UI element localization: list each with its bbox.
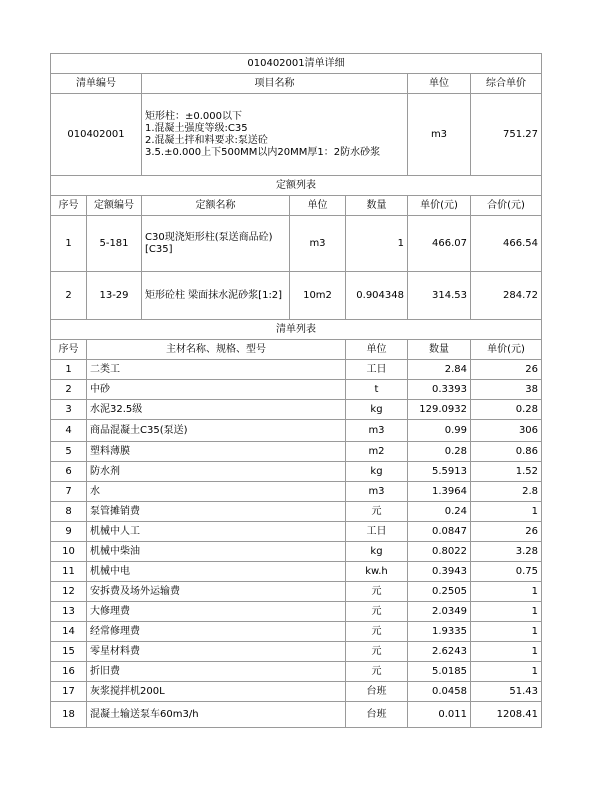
material-seq: 17 — [51, 682, 87, 702]
material-name: 经常修理费 — [87, 622, 346, 642]
material-unit: m3 — [346, 420, 408, 442]
material-unit-price: 306 — [471, 420, 542, 442]
item-desc-line: 1.混凝土强度等级:C35 — [145, 122, 248, 134]
materials-col-header: 单价(元) — [471, 340, 542, 360]
item-desc-line: 2.混凝土拌和料要求:泵送砼 — [145, 134, 268, 146]
material-unit-price: 3.28 — [471, 542, 542, 562]
material-row — [51, 682, 542, 702]
bill-detail-table — [50, 53, 542, 728]
material-row — [51, 502, 542, 522]
material-name: 商品混凝土C35(泵送) — [87, 420, 346, 442]
material-qty: 1.3964 — [408, 482, 471, 502]
quota-code: 13-29 — [87, 272, 142, 320]
material-qty: 0.8022 — [408, 542, 471, 562]
quota-qty: 0.904348 — [346, 272, 408, 320]
materials-col-header: 序号 — [51, 340, 87, 360]
material-row — [51, 380, 542, 400]
material-unit: 元 — [346, 642, 408, 662]
quota-seq: 2 — [51, 272, 87, 320]
quota-qty: 1 — [346, 216, 408, 272]
material-unit: kg — [346, 542, 408, 562]
material-unit: 工日 — [346, 360, 408, 380]
material-unit: kg — [346, 400, 408, 420]
material-seq: 8 — [51, 502, 87, 522]
material-unit-price: 1 — [471, 582, 542, 602]
material-name: 中砂 — [87, 380, 346, 400]
material-row — [51, 602, 542, 622]
material-row — [51, 482, 542, 502]
quota-unit-price: 466.07 — [408, 216, 471, 272]
material-row — [51, 522, 542, 542]
material-row — [51, 662, 542, 682]
material-unit: m2 — [346, 442, 408, 462]
material-name: 机械中人工 — [87, 522, 346, 542]
quota-col-header: 定额名称 — [142, 196, 290, 216]
quota-unit: 10m2 — [290, 272, 346, 320]
quota-col-header: 单价(元) — [408, 196, 471, 216]
material-row — [51, 562, 542, 582]
material-seq: 16 — [51, 662, 87, 682]
quota-section-title: 定额列表 — [51, 176, 542, 196]
material-unit-price: 38 — [471, 380, 542, 400]
material-qty: 0.3393 — [408, 380, 471, 400]
material-seq: 5 — [51, 442, 87, 462]
quota-header-row — [51, 196, 542, 216]
name-header: 项目名称 — [142, 74, 408, 94]
material-name: 二类工 — [87, 360, 346, 380]
material-seq: 7 — [51, 482, 87, 502]
material-unit-price: 1 — [471, 502, 542, 522]
item-desc-line: 矩形柱：±0.000以下 — [145, 110, 243, 122]
materials-section-title: 清单列表 — [51, 320, 542, 340]
material-unit: 元 — [346, 582, 408, 602]
material-unit-price: 1 — [471, 662, 542, 682]
material-name: 水泥32.5级 — [87, 400, 346, 420]
material-unit-price: 2.8 — [471, 482, 542, 502]
quota-row — [51, 216, 542, 272]
material-unit-price: 1.52 — [471, 462, 542, 482]
material-unit: 台班 — [346, 682, 408, 702]
material-seq: 9 — [51, 522, 87, 542]
material-unit-price: 0.28 — [471, 400, 542, 420]
quota-total: 466.54 — [471, 216, 542, 272]
material-row — [51, 642, 542, 662]
material-seq: 12 — [51, 582, 87, 602]
material-name: 机械中电 — [87, 562, 346, 582]
material-unit-price: 1 — [471, 602, 542, 622]
item-code: 010402001 — [51, 94, 142, 176]
material-unit: t — [346, 380, 408, 400]
material-name: 混凝土输送泵车60m3/h — [87, 702, 346, 728]
quota-name: C30现浇矩形柱(泵送商品砼)[C35] — [142, 216, 290, 272]
material-seq: 13 — [51, 602, 87, 622]
materials-col-header: 数量 — [408, 340, 471, 360]
material-seq: 1 — [51, 360, 87, 380]
material-unit: m3 — [346, 482, 408, 502]
materials-col-header: 主材名称、规格、型号 — [87, 340, 346, 360]
material-name: 灰浆搅拌机200L — [87, 682, 346, 702]
material-qty: 0.2505 — [408, 582, 471, 602]
material-name: 泵管摊销费 — [87, 502, 346, 522]
material-seq: 2 — [51, 380, 87, 400]
materials-section-row — [51, 320, 542, 340]
material-row — [51, 360, 542, 380]
item-price: 751.27 — [471, 94, 542, 176]
materials-col-header: 单位 — [346, 340, 408, 360]
material-seq: 6 — [51, 462, 87, 482]
quota-unit-price: 314.53 — [408, 272, 471, 320]
material-unit-price: 1 — [471, 622, 542, 642]
material-qty: 0.24 — [408, 502, 471, 522]
material-qty: 0.99 — [408, 420, 471, 442]
material-row — [51, 582, 542, 602]
materials-header-row — [51, 340, 542, 360]
material-row — [51, 442, 542, 462]
material-seq: 18 — [51, 702, 87, 728]
material-unit: 元 — [346, 662, 408, 682]
material-qty: 2.6243 — [408, 642, 471, 662]
quota-col-header: 序号 — [51, 196, 87, 216]
material-qty: 2.0349 — [408, 602, 471, 622]
material-qty: 2.84 — [408, 360, 471, 380]
material-row — [51, 462, 542, 482]
item-unit: m3 — [408, 94, 471, 176]
material-qty: 1.9335 — [408, 622, 471, 642]
material-name: 机械中柴油 — [87, 542, 346, 562]
material-row — [51, 400, 542, 420]
quota-row — [51, 272, 542, 320]
quota-unit: m3 — [290, 216, 346, 272]
material-seq: 4 — [51, 420, 87, 442]
quota-seq: 1 — [51, 216, 87, 272]
material-unit-price: 0.75 — [471, 562, 542, 582]
material-qty: 5.0185 — [408, 662, 471, 682]
material-name: 防水剂 — [87, 462, 346, 482]
material-qty: 0.0458 — [408, 682, 471, 702]
material-unit-price: 26 — [471, 522, 542, 542]
material-name: 水 — [87, 482, 346, 502]
price-header: 综合单价 — [471, 74, 542, 94]
material-unit: 元 — [346, 602, 408, 622]
quota-section-row — [51, 176, 542, 196]
material-unit: 元 — [346, 502, 408, 522]
quota-name: 矩形砼柱 梁面抹水泥砂浆[1:2] — [142, 272, 290, 320]
material-name: 零星材料费 — [87, 642, 346, 662]
material-qty: 5.5913 — [408, 462, 471, 482]
material-row — [51, 542, 542, 562]
material-row — [51, 622, 542, 642]
item-desc-line: 3.5.±0.000上下500MM以内20MM厚1：2防水砂浆 — [145, 146, 381, 158]
quota-col-header: 数量 — [346, 196, 408, 216]
item-row — [51, 94, 542, 176]
quota-col-header: 定额编号 — [87, 196, 142, 216]
material-unit: kw.h — [346, 562, 408, 582]
material-seq: 10 — [51, 542, 87, 562]
code-header: 清单编号 — [51, 74, 142, 94]
material-seq: 11 — [51, 562, 87, 582]
title-row — [51, 54, 542, 74]
material-unit-price: 51.43 — [471, 682, 542, 702]
material-unit: 元 — [346, 622, 408, 642]
item-description — [142, 94, 408, 176]
material-row — [51, 420, 542, 442]
item-header-row — [51, 74, 542, 94]
quota-total: 284.72 — [471, 272, 542, 320]
material-seq: 15 — [51, 642, 87, 662]
material-unit: 台班 — [346, 702, 408, 728]
quota-code: 5-181 — [87, 216, 142, 272]
material-name: 安拆费及场外运输费 — [87, 582, 346, 602]
material-row — [51, 702, 542, 728]
material-seq: 3 — [51, 400, 87, 420]
material-unit-price: 26 — [471, 360, 542, 380]
material-qty: 0.011 — [408, 702, 471, 728]
material-name: 折旧费 — [87, 662, 346, 682]
material-unit: kg — [346, 462, 408, 482]
material-qty: 0.28 — [408, 442, 471, 462]
material-name: 大修理费 — [87, 602, 346, 622]
material-seq: 14 — [51, 622, 87, 642]
quota-col-header: 合价(元) — [471, 196, 542, 216]
material-unit: 工日 — [346, 522, 408, 542]
unit-header: 单位 — [408, 74, 471, 94]
quota-col-header: 单位 — [290, 196, 346, 216]
sheet-title: 010402001清单详细 — [51, 54, 542, 74]
material-unit-price: 1 — [471, 642, 542, 662]
material-name: 塑料薄膜 — [87, 442, 346, 462]
material-qty: 0.0847 — [408, 522, 471, 542]
material-qty: 129.0932 — [408, 400, 471, 420]
material-unit-price: 0.86 — [471, 442, 542, 462]
material-qty: 0.3943 — [408, 562, 471, 582]
material-unit-price: 1208.41 — [471, 702, 542, 728]
